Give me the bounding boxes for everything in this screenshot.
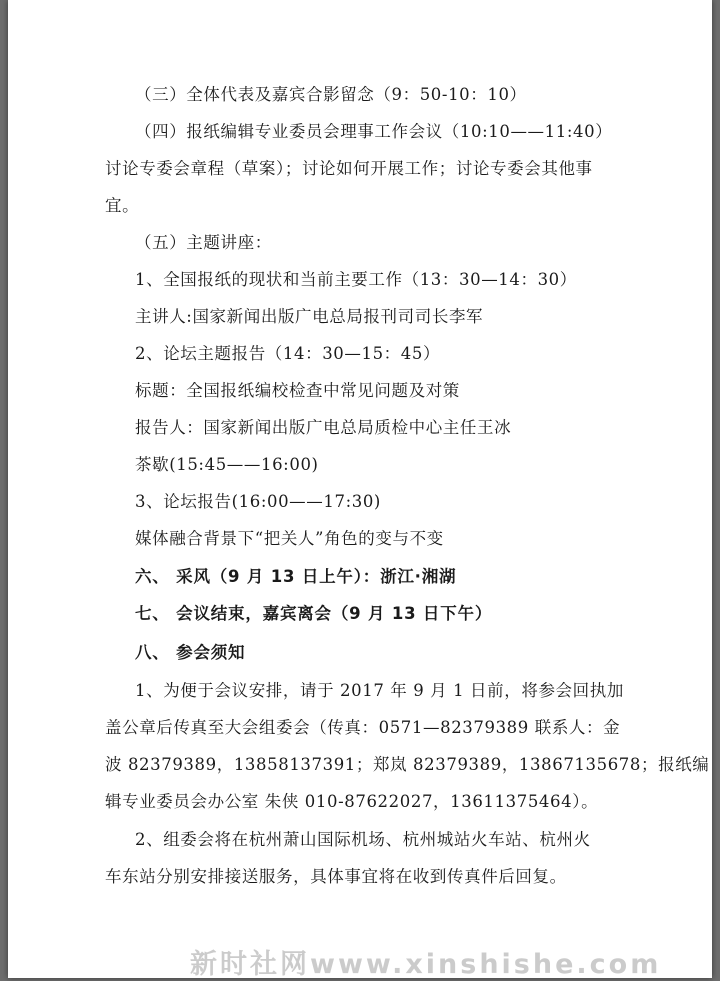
- lecture-1-speaker: 主讲人:国家新闻出版广电总局报刊司司长李军: [135, 307, 484, 326]
- agenda-item-council-meeting: （四）报纸编辑专业委员会理事工作会议（10:10——11:40）: [135, 122, 613, 141]
- lecture-3-topic: 媒体融合背景下“把关人”角色的变与不变: [135, 529, 444, 548]
- lecture-2-speaker: 报告人：国家新闻出版广电总局质检中心主任王冰: [135, 418, 512, 437]
- lecture-1-title: 1、全国报纸的现状和当前主要工作（13：30—14：30）: [135, 270, 577, 289]
- notice-1-line-2: 盖公章后传真至大会组委会（传真：0571—82379389 联系人：金: [105, 718, 621, 737]
- council-meeting-detail: 讨论专委会章程（草案）；讨论如何开展工作；讨论专委会其他事: [105, 159, 593, 178]
- council-meeting-detail-end: 宜。: [105, 196, 140, 215]
- lecture-2-topic: 标题：全国报纸编校检查中常见问题及对策: [135, 381, 460, 400]
- lecture-2-title: 2、论坛主题报告（14：30—15：45）: [135, 344, 441, 363]
- tea-break: 茶歇(15:45——16:00): [135, 455, 319, 474]
- section-heading-8: 八、 参会须知: [135, 643, 246, 662]
- section-heading-6: 六、 采风（9 月 13 日上午）：浙江·湘湖: [135, 567, 457, 586]
- notice-1-line-3: 波 82379389，13858137391；郑岚 82379389，13867135678；报纸编: [105, 755, 710, 774]
- agenda-item-group-photo: （三）全体代表及嘉宾合影留念（9：50-10：10）: [135, 85, 527, 104]
- lecture-3-title: 3、论坛报告(16:00——17:30): [135, 492, 381, 511]
- section-heading-7: 七、 会议结束，嘉宾离会（9 月 13 日下午）: [135, 604, 493, 623]
- site-watermark: 新时社网www.xinshishe.com: [190, 949, 662, 980]
- notice-1-line-1: 1、为便于会议安排，请于 2017 年 9 月 1 日前，将参会回执加: [135, 681, 624, 700]
- notice-2-line-2: 车东站分别安排接送服务，具体事宜将在收到传真件后回复。: [105, 867, 567, 886]
- document-page: [8, 0, 712, 978]
- notice-2-line-1: 2、组委会将在杭州萧山国际机场、杭州城站火车站、杭州火: [135, 830, 591, 849]
- notice-1-line-4: 辑专业委员会办公室 朱侠 010-87622027，13611375464）。: [105, 792, 599, 811]
- agenda-item-lectures: （五）主题讲座：: [135, 233, 272, 252]
